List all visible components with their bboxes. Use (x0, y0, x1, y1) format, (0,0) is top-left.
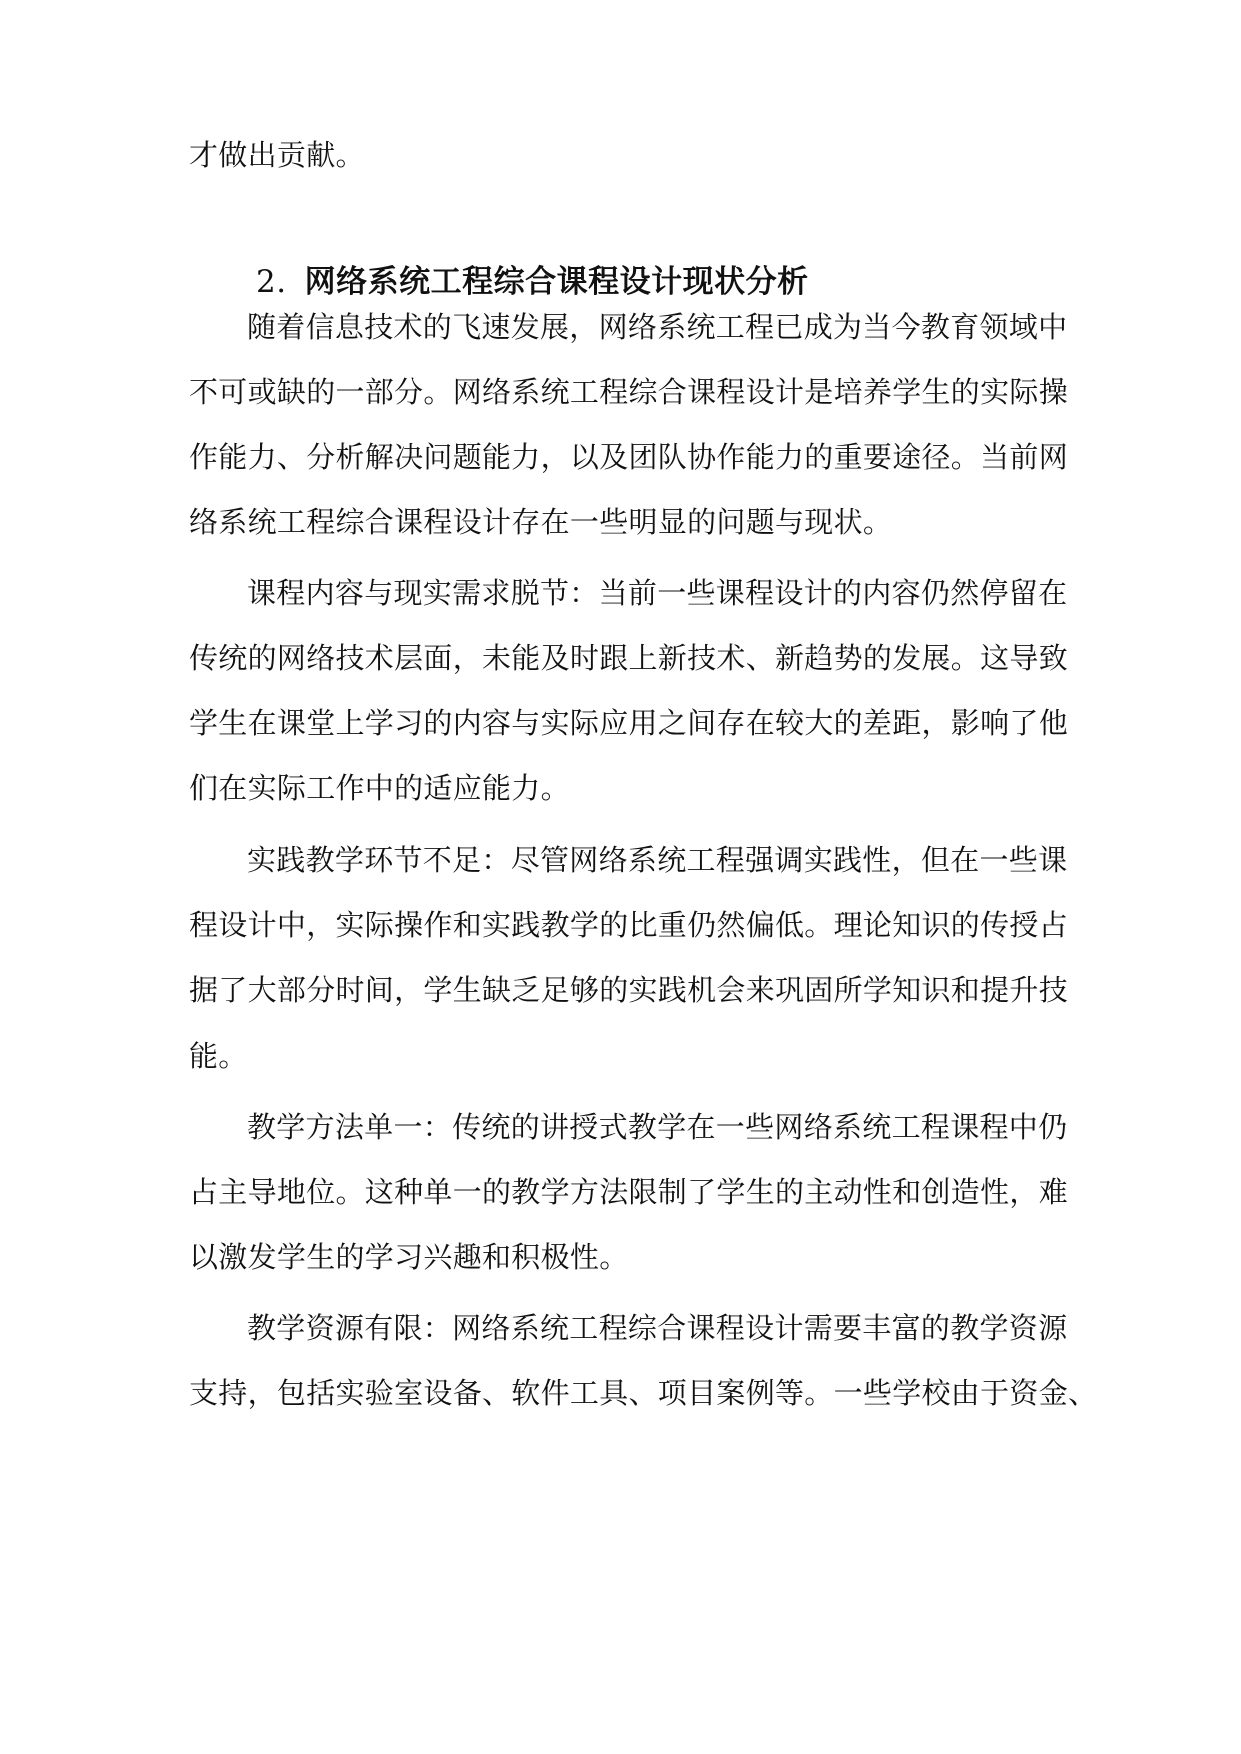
section-heading (256, 260, 809, 304)
paragraph-line: 能。 (189, 1039, 248, 1073)
section-title: 网络系统工程综合课程设计现状分析 (304, 264, 809, 300)
paragraph-line: 教学资源有限：网络系统工程综合课程设计需要丰富的教学资源 (247, 1311, 1068, 1345)
paragraph-line: 学生在课堂上学习的内容与实际应用之间存在较大的差距，影响了他 (189, 706, 1069, 740)
intro-tail-text: 才做出贡献。 (189, 138, 365, 172)
paragraph-line: 络系统工程综合课程设计存在一些明显的问题与现状。 (189, 505, 893, 539)
paragraph-line: 教学方法单一：传统的讲授式教学在一些网络系统工程课程中仍 (247, 1110, 1068, 1144)
paragraph-line: 课程内容与现实需求脱节：当前一些课程设计的内容仍然停留在 (247, 576, 1068, 610)
paragraph-line: 据了大部分时间，学生缺乏足够的实践机会来巩固所学知识和提升技 (189, 973, 1069, 1007)
paragraph-line: 随着信息技术的飞速发展，网络系统工程已成为当今教育领域中 (247, 310, 1068, 344)
paragraph-line: 占主导地位。这种单一的教学方法限制了学生的主动性和创造性，难 (189, 1175, 1069, 1209)
paragraph-line: 传统的网络技术层面，未能及时跟上新技术、新趋势的发展。这导致 (189, 641, 1069, 675)
paragraph-line: 支持，包括实验室设备、软件工具、项目案例等。一些学校由于资金、 (189, 1376, 1098, 1410)
paragraph-line: 们在实际工作中的适应能力。 (189, 771, 570, 805)
paragraph-line: 实践教学环节不足：尽管网络系统工程强调实践性，但在一些课 (247, 843, 1068, 877)
paragraph-line: 程设计中，实际操作和实践教学的比重仍然偏低。理论知识的传授占 (189, 908, 1069, 942)
paragraph-line: 以激发学生的学习兴趣和积极性。 (189, 1240, 629, 1274)
paragraph-line: 作能力、分析解决问题能力，以及团队协作能力的重要途径。当前网 (189, 440, 1069, 474)
section-number: 2. (256, 264, 287, 300)
paragraph-line: 不可或缺的一部分。网络系统工程综合课程设计是培养学生的实际操 (189, 375, 1069, 409)
